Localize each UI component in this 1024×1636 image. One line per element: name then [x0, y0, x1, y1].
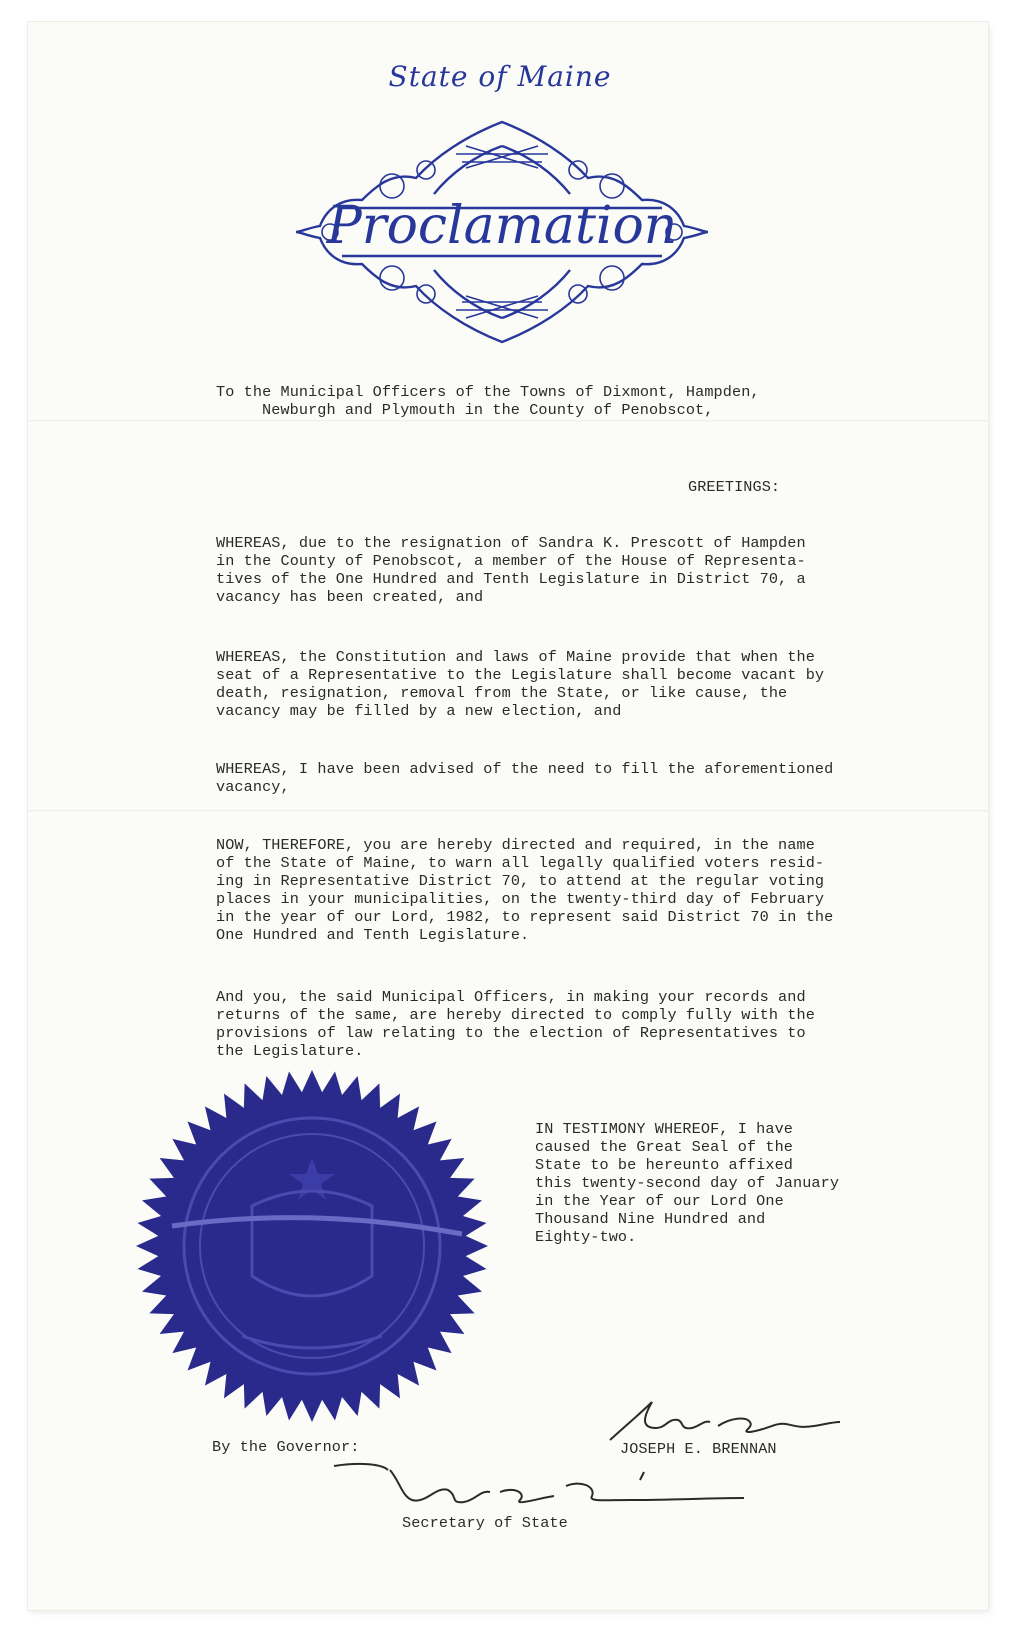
greeting: GREETINGS: — [688, 478, 781, 496]
paragraph-line: WHEREAS, I have been advised of the need to fill the aforementioned — [216, 760, 834, 778]
great-seal-of-maine — [132, 1066, 492, 1426]
paragraph-line: in the County of Penobscot, a member of the House of Representa- — [216, 552, 806, 570]
testimony-line: IN TESTIMONY WHEREOF, I have — [535, 1120, 793, 1138]
paragraph-line: vacancy may be filled by a new election, and — [216, 702, 622, 720]
paragraph-line: provisions of law relating to the election of Representatives to — [216, 1024, 806, 1042]
paragraph-line: of the State of Maine, to warn all legally qualified voters resid- — [216, 854, 825, 872]
paragraph-line: death, resignation, removal from the State, or like cause, the — [216, 684, 788, 702]
paragraph-line: ing in Representative District 70, to attend at the regular voting — [216, 872, 825, 890]
paragraph-line: WHEREAS, due to the resignation of Sandra K. Prescott of Hampden — [216, 534, 806, 552]
address-line: Newburgh and Plymouth in the County of Penobscot, — [262, 401, 714, 419]
paragraph-line: tives of the One Hundred and Tenth Legislature in District 70, a — [216, 570, 806, 588]
secretary-signature — [330, 1456, 750, 1514]
testimony-line: Eighty-two. — [535, 1228, 637, 1246]
testimony-line: State to be hereunto affixed — [535, 1156, 793, 1174]
paragraph-line: places in your municipalities, on the twenty-third day of February — [216, 890, 825, 908]
paragraph-line: WHEREAS, the Constitution and laws of Maine provide that when the — [216, 648, 815, 666]
testimony-line: this twenty-second day of January — [535, 1174, 840, 1192]
proclamation-title: Proclamation — [326, 196, 678, 256]
state-title: State of Maine — [388, 60, 612, 93]
paragraph-line: One Hundred and Tenth Legislature. — [216, 926, 530, 944]
testimony-line: in the Year of our Lord One — [535, 1192, 784, 1210]
paragraph-line: vacancy has been created, and — [216, 588, 484, 606]
fold-line — [28, 810, 988, 812]
paragraph-line: the Legislature. — [216, 1042, 364, 1060]
testimony-line: Thousand Nine Hundred and — [535, 1210, 766, 1228]
paragraph-line: seat of a Representative to the Legislature shall become vacant by — [216, 666, 825, 684]
by-the-governor: By the Governor: — [212, 1438, 360, 1456]
paragraph-line: vacancy, — [216, 778, 290, 796]
secretary-of-state-title: Secretary of State — [402, 1514, 568, 1532]
governor-name: JOSEPH E. BRENNAN — [620, 1440, 777, 1458]
paragraph-line: in the year of our Lord, 1982, to represent said District 70 in the — [216, 908, 834, 926]
testimony-line: caused the Great Seal of the — [535, 1138, 793, 1156]
paragraph-line: returns of the same, are hereby directed to comply fully with the — [216, 1006, 815, 1024]
fold-line — [28, 420, 988, 422]
paragraph-line: NOW, THEREFORE, you are hereby directed and required, in the name — [216, 836, 815, 854]
address-line: To the Municipal Officers of the Towns of Dixmont, Hampden, — [216, 383, 760, 401]
paragraph-line: And you, the said Municipal Officers, in making your records and — [216, 988, 806, 1006]
